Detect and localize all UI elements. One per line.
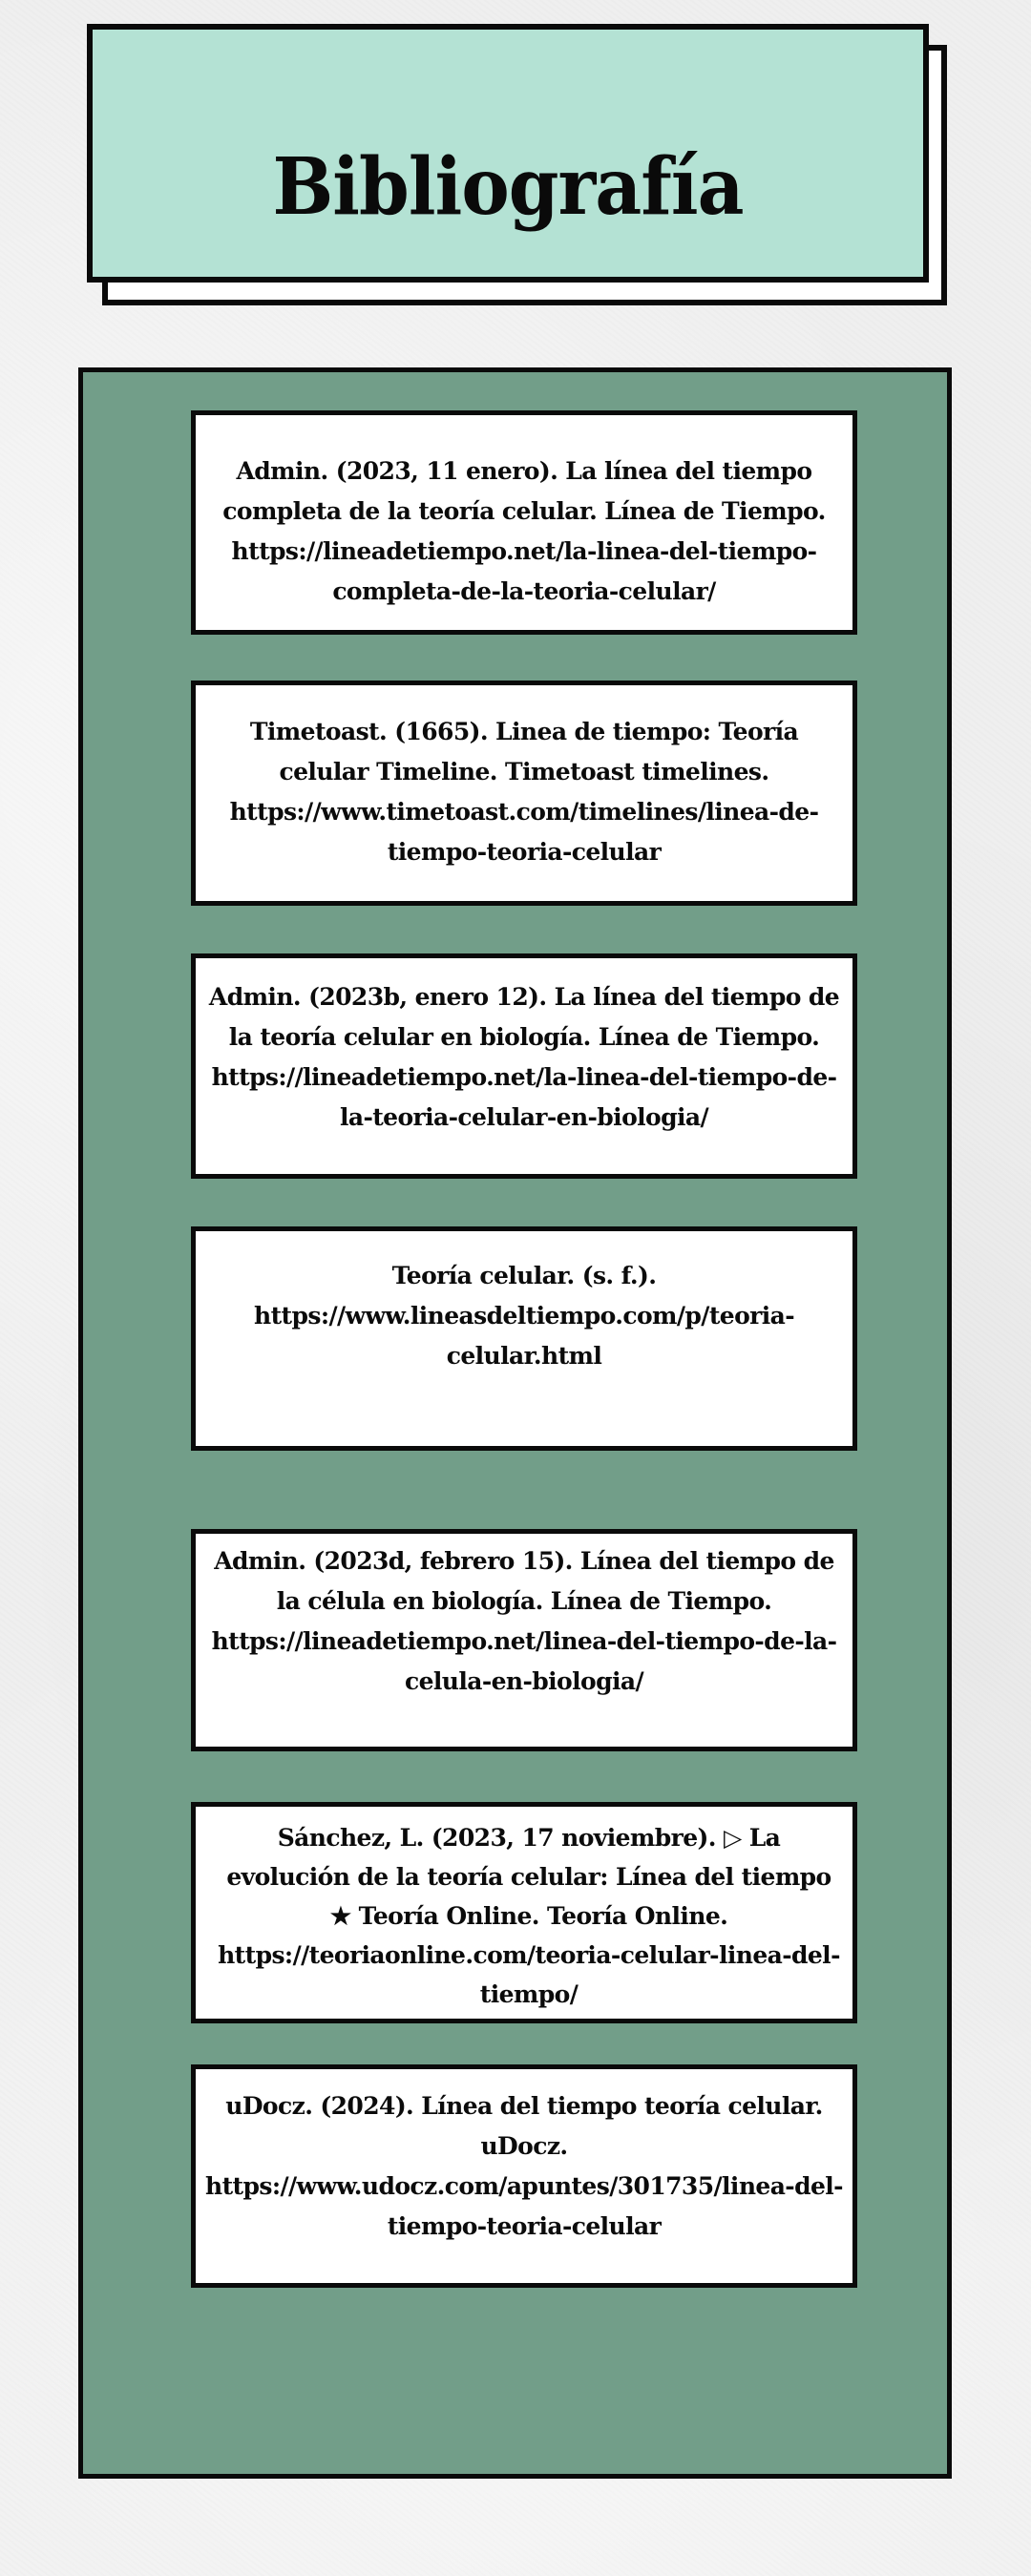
reference-card bbox=[191, 953, 857, 1179]
reference-card bbox=[191, 1529, 857, 1751]
reference-text: Admin. (2023b, enero 12). La línea del tiempo de la teoría celular en biología. Línea de Tiempo. https://lineadetiempo.net/la-linea-del-tiempo-de-la-teoria-celular-en-biologia/ bbox=[208, 983, 840, 1131]
reference-text: Teoría celular. (s. f.). https://www.lineasdeltiempo.com/p/teoria-celular.html bbox=[254, 1262, 794, 1370]
reference-card bbox=[191, 1802, 857, 2023]
reference-card bbox=[191, 1226, 857, 1451]
page-title: Bibliografía bbox=[272, 140, 744, 233]
reference-text: Admin. (2023d, febrero 15). Línea del tiempo de la célula en biología. Línea de Tiempo. https://lineadetiempo.net/linea-del-tiempo-de-la-celula-en-biologia/ bbox=[211, 1547, 837, 1695]
reference-text: Sánchez, L. (2023, 17 noviembre). ▷ La evolución de la teoría celular: Línea del tiempo ★ Teoría Online. Teoría Online. https://teoriaonline.com/teoria-celular-linea-del-tiempo/ bbox=[218, 1824, 840, 2008]
reference-text: Timetoast. (1665). Linea de tiempo: Teoría celular Timeline. Timetoast timelines. https://www.timetoast.com/timelines/linea-de-tiempo-teoria-celular bbox=[229, 718, 819, 866]
reference-text: uDocz. (2024). Línea del tiempo teoría celular. uDocz. https://www.udocz.com/apuntes/301735/linea-del-tiempo-teoria-celular bbox=[205, 2092, 843, 2240]
header-box bbox=[87, 24, 929, 283]
reference-text: Admin. (2023, 11 enero). La línea del tiempo completa de la teoría celular. Línea de Tiempo. https://lineadetiempo.net/la-linea-del-tiempo-completa-de-la-teoria-celular/ bbox=[222, 457, 826, 605]
reference-card bbox=[191, 681, 857, 906]
reference-card bbox=[191, 2064, 857, 2288]
reference-card bbox=[191, 410, 857, 635]
